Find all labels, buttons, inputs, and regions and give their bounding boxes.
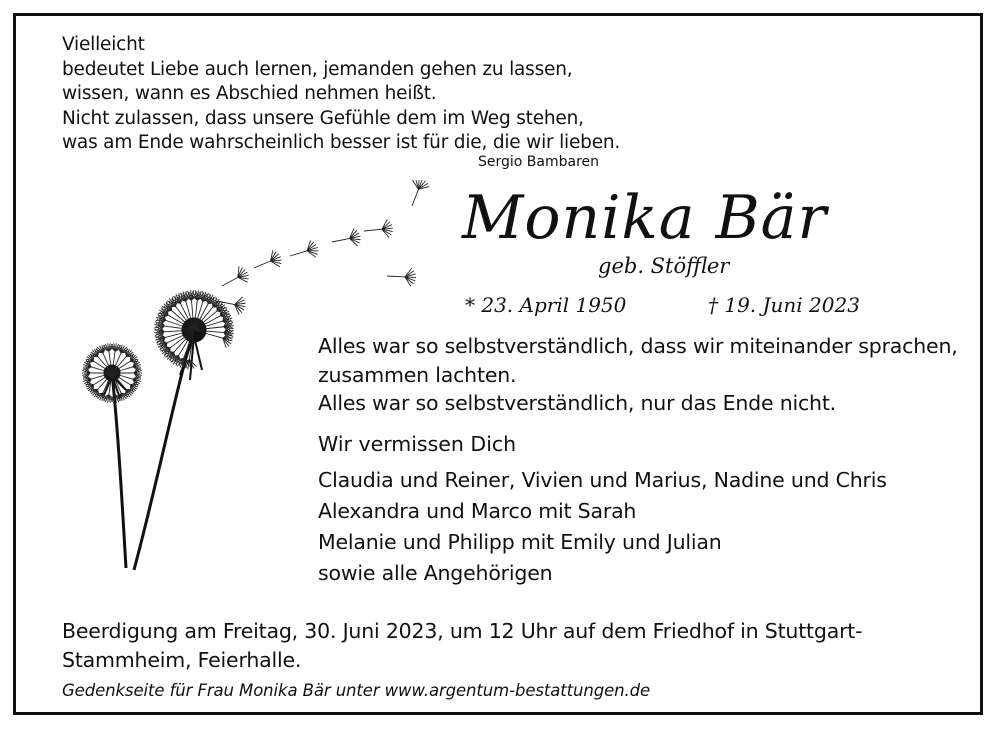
birth-name: geb. Stöffler [598,254,730,278]
family-line: Alexandra und Marco mit Sarah [318,499,637,523]
message-line: Alles war so selbstverständlich, dass wir miteinander sprachen, [318,334,958,358]
family-list [318,465,887,589]
birth-date: * 23. April 1950 [465,293,627,317]
funeral-line: Beerdigung am Freitag, 30. Juni 2023, um 12 Uhr auf dem Friedhof in Stuttgart- [62,619,863,643]
funeral-line: Stammheim, Feierhalle. [62,647,302,672]
poem-line: was am Ende wahrscheinlich besser ist für die, die wir lieben. [62,132,621,153]
seed-fluff [166,306,176,307]
poem [62,33,620,156]
seed-fluff [307,251,316,258]
family-line: sowie alle Angehörigen [318,561,553,585]
funeral-info [62,617,862,674]
poem-line: wissen, wann es Abschied nehmen heißt. [62,83,437,104]
seed-stalk [412,189,419,206]
miss-line: Wir vermissen Dich [318,432,517,456]
message-line: Alles war so selbstverständlich, nur das Ende nicht. [318,391,836,415]
seed-stalk [387,276,405,277]
poem-line: bedeutet Liebe auch lernen, jemanden gehen zu lassen, [62,58,573,80]
death-date: † 19. Juni 2023 [708,293,860,317]
poem-line: Nicht zulassen, dass unsere Gefühle dem im Weg stehen, [62,107,584,129]
deceased-name: Monika Bär [462,183,828,253]
message-text [318,332,958,418]
poem-author: Sergio Bambaren [478,154,600,170]
seed-stalk [222,277,238,286]
memorial-link[interactable]: Gedenkseite für Frau Monika Bär unter www.argentum-bestattungen.de [62,681,651,700]
seed-stalk [364,229,382,231]
message-line: zusammen lachten. [318,362,517,387]
seed-stalk [332,238,350,242]
family-line: Melanie und Philipp mit Emily und Julian [318,530,722,554]
seed-stalk [290,251,307,256]
family-line: Claudia und Reiner, Vivien und Marius, Nadine und Chris [318,468,887,492]
poem-line: Vielleicht [62,34,145,55]
seed-stalk [254,261,271,268]
